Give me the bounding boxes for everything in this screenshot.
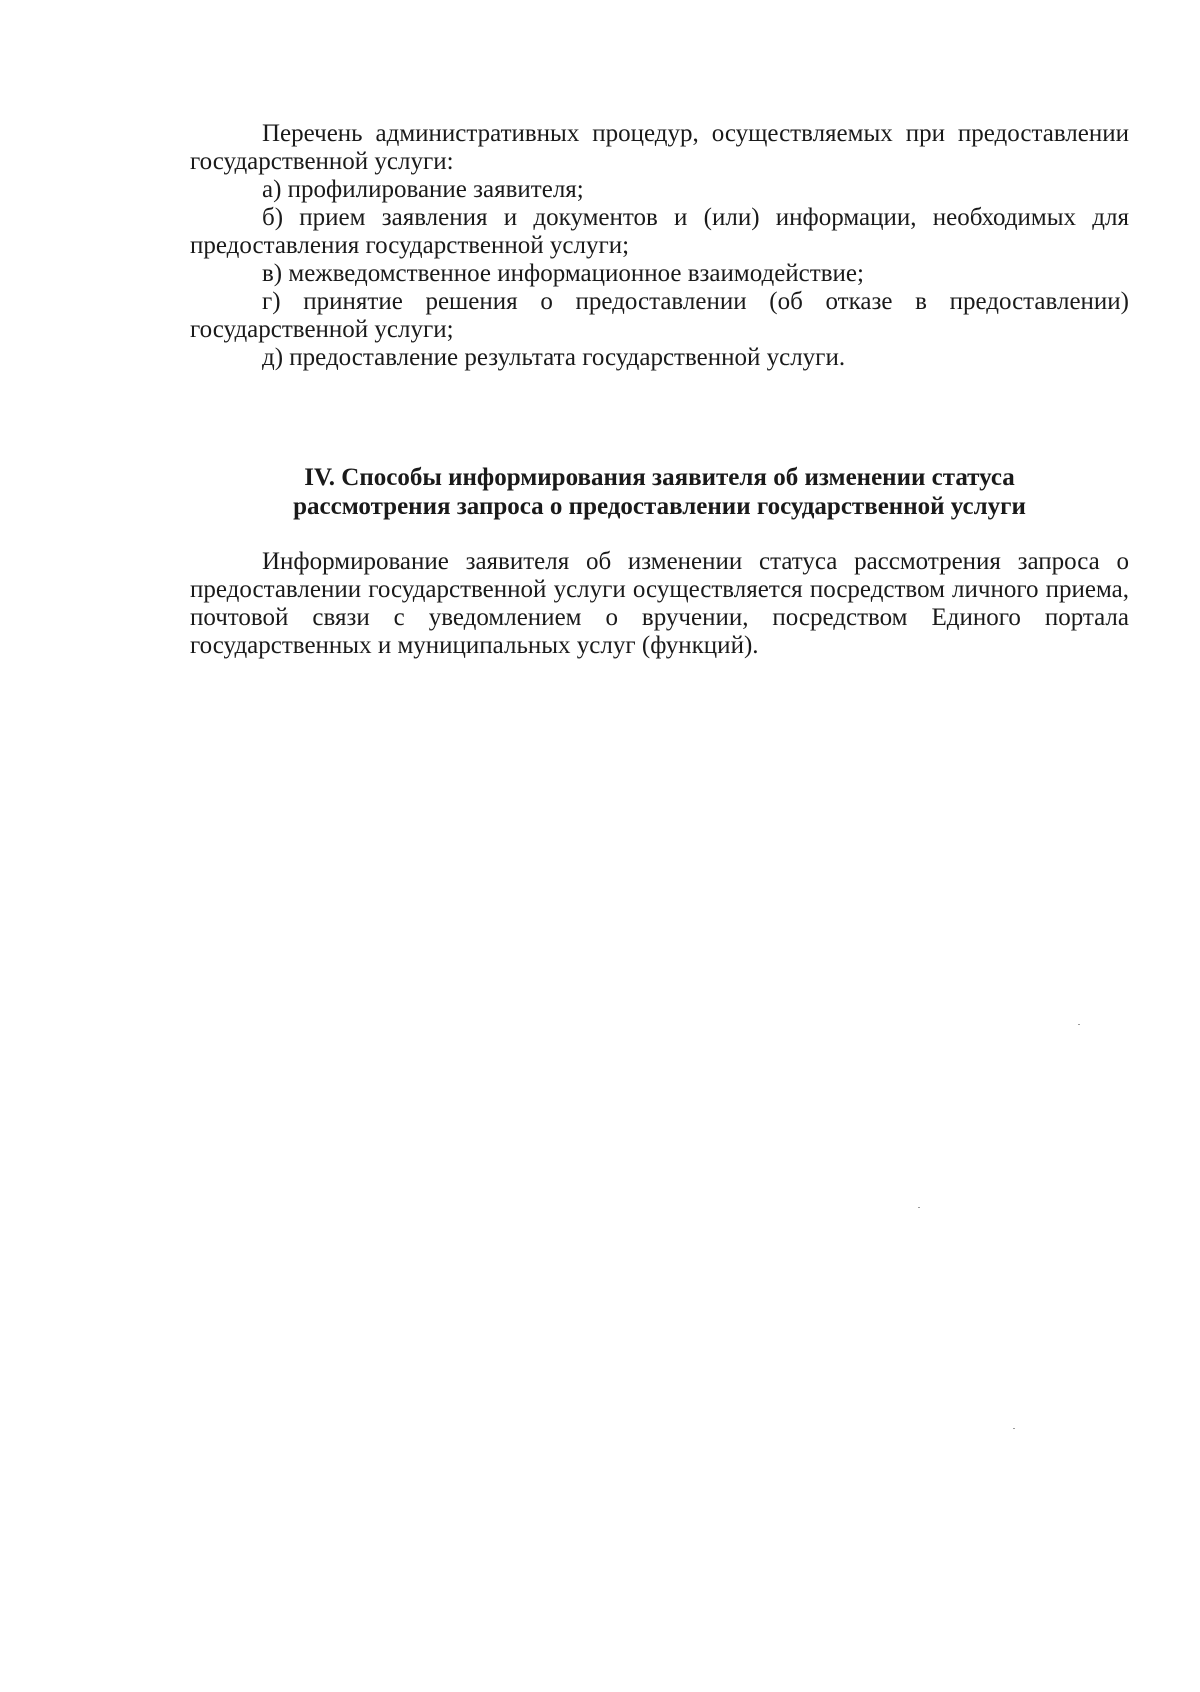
procedures-intro: Перечень административных процедур, осуществляемых при предоставлении государственной услуги: bbox=[190, 120, 1129, 175]
scan-speck bbox=[918, 1207, 920, 1208]
procedure-item-v: в) межведомственное информационное взаимодействие; bbox=[262, 260, 864, 287]
procedure-item-d: д) предоставление результата государственной услуги. bbox=[262, 344, 846, 371]
scan-speck bbox=[1013, 1428, 1015, 1429]
section-iv-paragraph: Информирование заявителя об изменении статуса рассмотрения запроса о предоставлении государственной услуги осуществляется посредством личного приема, почтовой связи с уведомлением о вручении, посредством Единого портала государственных и муниципальных услуг (функций). bbox=[190, 548, 1129, 659]
scan-speck bbox=[1078, 1024, 1080, 1025]
section-iv-title-line1: IV. Способы информирования заявителя об изменении статуса bbox=[304, 464, 1015, 491]
section-iv-title-line2: рассмотрения запроса о предоставлении государственной услуги bbox=[293, 493, 1026, 520]
section-iv-body bbox=[190, 548, 1129, 660]
procedure-item-g: г) принятие решения о предоставлении (об отказе в предоставлении) государственной услуги; bbox=[190, 288, 1129, 343]
procedures-list bbox=[190, 120, 1129, 372]
section-iv-title bbox=[190, 463, 1129, 521]
procedure-item-b: б) прием заявления и документов и (или) информации, необходимых для предоставления государственной услуги; bbox=[190, 204, 1129, 259]
procedure-item-a: а) профилирование заявителя; bbox=[262, 176, 584, 203]
